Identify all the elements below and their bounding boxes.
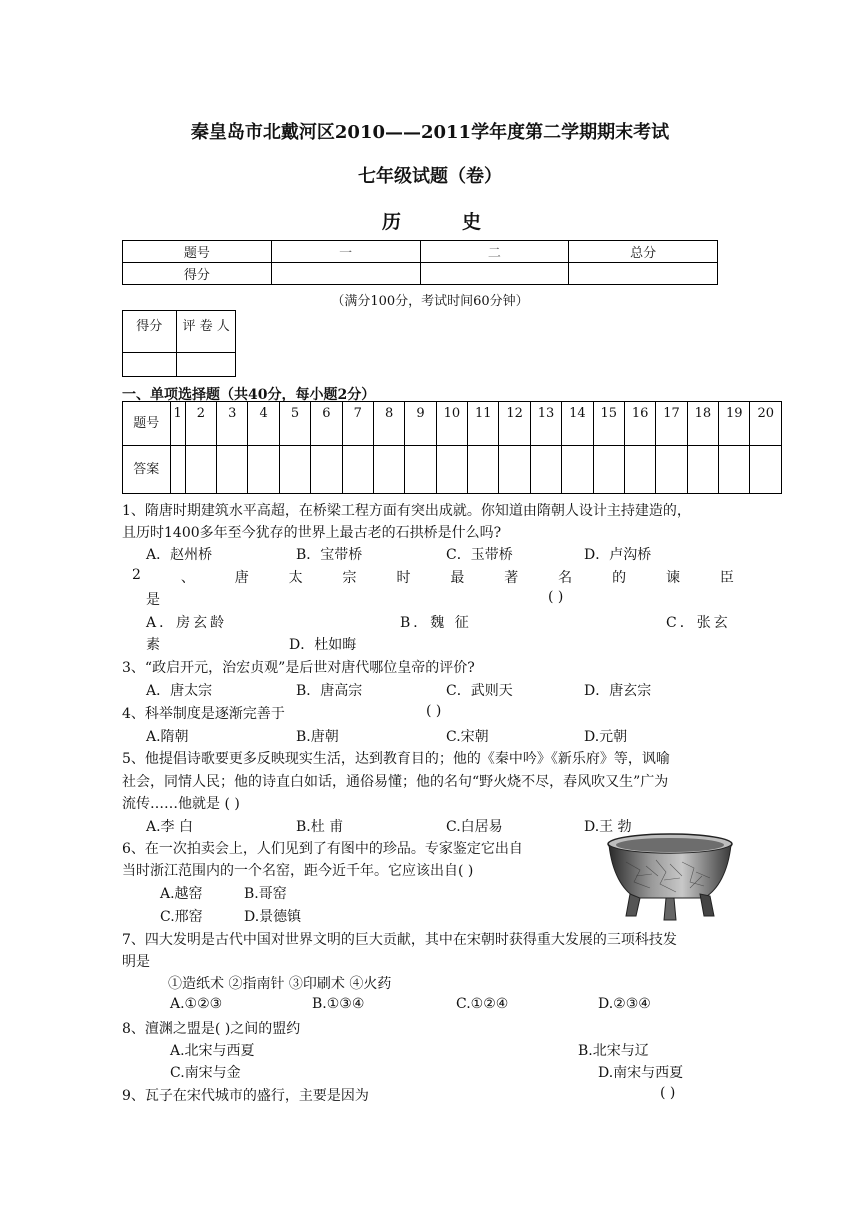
answer-cell-11[interactable] — [468, 446, 499, 494]
q5-text-line2: 社会，同情人民；他的诗直白如话，通俗易懂；他的名句“野火烧不尽，春风吹又生”广为 — [122, 774, 669, 790]
porcelain-bowl-image — [606, 832, 734, 924]
q2-answer-paren[interactable]: ( ) — [548, 589, 564, 605]
answer-grid-number-10: 10 — [436, 402, 467, 446]
score-header-part1: 一 — [271, 241, 420, 263]
answer-cell-3[interactable] — [217, 446, 248, 494]
q5-text-line3: 流传……他就是 ( ) — [122, 796, 240, 812]
answer-cell-5[interactable] — [279, 446, 310, 494]
q2-char: 2 — [132, 567, 141, 583]
answer-grid-number-16: 16 — [624, 402, 655, 446]
q2-char: 著 — [504, 570, 519, 586]
q2-text-line1 — [132, 567, 734, 587]
answer-cell-16[interactable] — [624, 446, 655, 494]
answer-grid-number-7: 7 — [342, 402, 373, 446]
answer-grid-number-2: 2 — [185, 402, 216, 446]
answer-grid-number-8: 8 — [373, 402, 404, 446]
q6-option-b[interactable]: B.哥窑 — [244, 886, 287, 902]
q6-text-line1: 6、在一次拍卖会上，人们见到了有图中的珍品。专家鉴定它出自 — [122, 841, 523, 857]
answer-cell-2[interactable] — [185, 446, 216, 494]
q8-option-a[interactable]: A.北宋与西夏 — [170, 1043, 255, 1059]
answer-cell-17[interactable] — [656, 446, 687, 494]
q4-option-c[interactable]: C.宋朝 — [446, 729, 489, 745]
q2-option-b[interactable]: B．魏 征 — [400, 615, 472, 631]
q5-option-d[interactable]: D.王 勃 — [584, 819, 632, 835]
q7-items: ①造纸术 ②指南针 ③印刷术 ④火药 — [168, 976, 392, 992]
q2-char: 谏 — [665, 570, 680, 586]
answer-grid-number-17: 17 — [656, 402, 687, 446]
answer-grid — [122, 401, 782, 494]
q3-option-a[interactable]: A．唐太宗 — [146, 683, 213, 699]
grader-score-label: 得分 — [123, 311, 177, 353]
score-table — [122, 240, 718, 285]
q2-char: 时 — [396, 570, 411, 586]
answer-cell-18[interactable] — [687, 446, 718, 494]
q5-option-b[interactable]: B.杜 甫 — [296, 819, 344, 835]
q7-text-line1: 7、四大发明是古代中国对世界文明的巨大贡献，其中在宋朝时获得重大发展的三项科技发 — [122, 932, 677, 948]
q6-option-d[interactable]: D.景德镇 — [244, 909, 302, 925]
section1-title: 一、单项选择题（共40分，每小题2分） — [122, 387, 376, 403]
answer-cell-9[interactable] — [405, 446, 436, 494]
q2-char: 宗 — [342, 570, 357, 586]
q3-text: 3、“政启开元，治宏贞观”是后世对唐代哪位皇帝的评价? — [122, 660, 475, 676]
q1-option-a[interactable]: A．赵州桥 — [146, 547, 213, 563]
q2-option-a[interactable]: A．房玄龄 — [146, 615, 228, 631]
q8-option-b[interactable]: B.北宋与辽 — [578, 1043, 649, 1059]
q2-char: 名 — [558, 570, 573, 586]
score-cell[interactable] — [420, 263, 569, 285]
q2-char: 太 — [288, 570, 303, 586]
grader-box — [122, 310, 236, 377]
q6-option-c[interactable]: C.邢窑 — [160, 909, 203, 925]
q2-option-c[interactable]: C．张玄 — [666, 615, 731, 631]
exam-note: （满分100分，考试时间60分钟） — [331, 294, 529, 309]
q9-answer-paren[interactable]: ( ) — [660, 1085, 676, 1101]
grader-reviewer-cell[interactable] — [176, 353, 236, 377]
exam-subtitle: 七年级试题（卷） — [358, 166, 502, 187]
q8-option-c[interactable]: C.南宋与金 — [170, 1065, 241, 1081]
q6-text-line2: 当时浙江范围内的一个名窑，距今近千年。它应该出自( ) — [122, 863, 474, 879]
answer-cell-19[interactable] — [719, 446, 750, 494]
score-header-number: 题号 — [123, 241, 272, 263]
q7-option-c[interactable]: C.①②④ — [456, 996, 509, 1012]
answer-grid-number-18: 18 — [687, 402, 718, 446]
q4-option-d[interactable]: D.元朝 — [584, 729, 628, 745]
answer-cell-1[interactable] — [170, 446, 185, 494]
q2-option-c-continued: 素 — [146, 637, 160, 653]
answer-grid-number-5: 5 — [279, 402, 310, 446]
grader-score-cell[interactable] — [123, 353, 177, 377]
subject-char-2: 史 — [462, 211, 482, 233]
answer-grid-number-19: 19 — [719, 402, 750, 446]
q4-option-b[interactable]: B.唐朝 — [296, 729, 339, 745]
q1-option-c[interactable]: C．玉带桥 — [446, 547, 513, 563]
score-cell[interactable] — [569, 263, 718, 285]
q5-option-a[interactable]: A.李 白 — [146, 819, 194, 835]
score-header-total: 总分 — [569, 241, 718, 263]
q6-option-a[interactable]: A.越窑 — [160, 886, 203, 902]
score-header-part2: 二 — [420, 241, 569, 263]
q7-text-line2: 明是 — [122, 954, 150, 970]
q3-option-c[interactable]: C．武则天 — [446, 683, 513, 699]
q1-option-d[interactable]: D．卢沟桥 — [584, 547, 652, 563]
answer-cell-8[interactable] — [373, 446, 404, 494]
q7-option-d[interactable]: D.②③④ — [598, 996, 651, 1012]
exam-title: 秦皇岛市北戴河区2010——2011学年度第二学期期末考试 — [190, 122, 670, 143]
score-row-label: 得分 — [123, 263, 272, 285]
q3-option-d[interactable]: D．唐玄宗 — [584, 683, 652, 699]
answer-grid-number-20: 20 — [750, 402, 782, 446]
answer-grid-number-9: 9 — [405, 402, 436, 446]
q2-char: 唐 — [234, 570, 249, 586]
q2-char: 的 — [612, 570, 627, 586]
q4-option-a[interactable]: A.隋朝 — [146, 729, 189, 745]
answer-grid-number-3: 3 — [217, 402, 248, 446]
answer-cell-15[interactable] — [593, 446, 624, 494]
answer-grid-answer-label: 答案 — [123, 446, 171, 494]
q9-text: 9、瓦子在宋代城市的盛行，主要是因为 — [122, 1088, 369, 1104]
q2-option-d[interactable]: D．杜如晦 — [289, 637, 357, 653]
q3-option-b[interactable]: B．唐高宗 — [296, 683, 363, 699]
q1-text-line1: 1、隋唐时期建筑水平高超，在桥梁工程方面有突出成就。你知道由隋朝人设计主持建造的， — [122, 503, 691, 519]
answer-grid-number-15: 15 — [593, 402, 624, 446]
q2-text-line2-start: 是 — [146, 592, 160, 608]
q2-char: 臣 — [719, 570, 734, 586]
q1-option-b[interactable]: B．宝带桥 — [296, 547, 363, 563]
q8-option-d[interactable]: D.南宋与西夏 — [598, 1065, 684, 1081]
q2-char: 最 — [450, 570, 465, 586]
answer-cell-6[interactable] — [311, 446, 342, 494]
answer-cell-14[interactable] — [562, 446, 593, 494]
q7-option-a[interactable]: A.①②③ — [170, 996, 223, 1012]
answer-grid-number-14: 14 — [562, 402, 593, 446]
q8-text: 8、澶渊之盟是( )之间的盟约 — [122, 1021, 301, 1037]
answer-grid-number-4: 4 — [248, 402, 279, 446]
answer-cell-7[interactable] — [342, 446, 373, 494]
answer-cell-13[interactable] — [530, 446, 561, 494]
q1-text-line2: 且历时1400多年至今犹存的世界上最古老的石拱桥是什么吗? — [122, 525, 502, 541]
q4-text: 4、科举制度是逐渐完善于 — [122, 706, 285, 722]
q5-text-line1: 5、他提倡诗歌要更多反映现实生活，达到教育目的；他的《秦中吟》《新乐府》等，讽喻 — [122, 751, 670, 767]
grader-reviewer-label: 评 卷 人 — [176, 311, 236, 353]
answer-grid-number-6: 6 — [311, 402, 342, 446]
q2-char: 、 — [180, 570, 195, 586]
answer-grid-number-11: 11 — [468, 402, 499, 446]
score-cell[interactable] — [271, 263, 420, 285]
answer-grid-number-label: 题号 — [123, 402, 171, 446]
answer-cell-20[interactable] — [750, 446, 782, 494]
answer-grid-number-12: 12 — [499, 402, 530, 446]
answer-grid-number-1: 1 — [170, 402, 185, 446]
answer-cell-4[interactable] — [248, 446, 279, 494]
answer-grid-number-13: 13 — [530, 402, 561, 446]
subject-char-1: 历 — [382, 211, 402, 233]
q7-option-b[interactable]: B.①③④ — [312, 996, 365, 1012]
answer-cell-12[interactable] — [499, 446, 530, 494]
answer-cell-10[interactable] — [436, 446, 467, 494]
q5-option-c[interactable]: C.白居易 — [446, 819, 503, 835]
q4-answer-paren[interactable]: ( ) — [426, 703, 442, 719]
